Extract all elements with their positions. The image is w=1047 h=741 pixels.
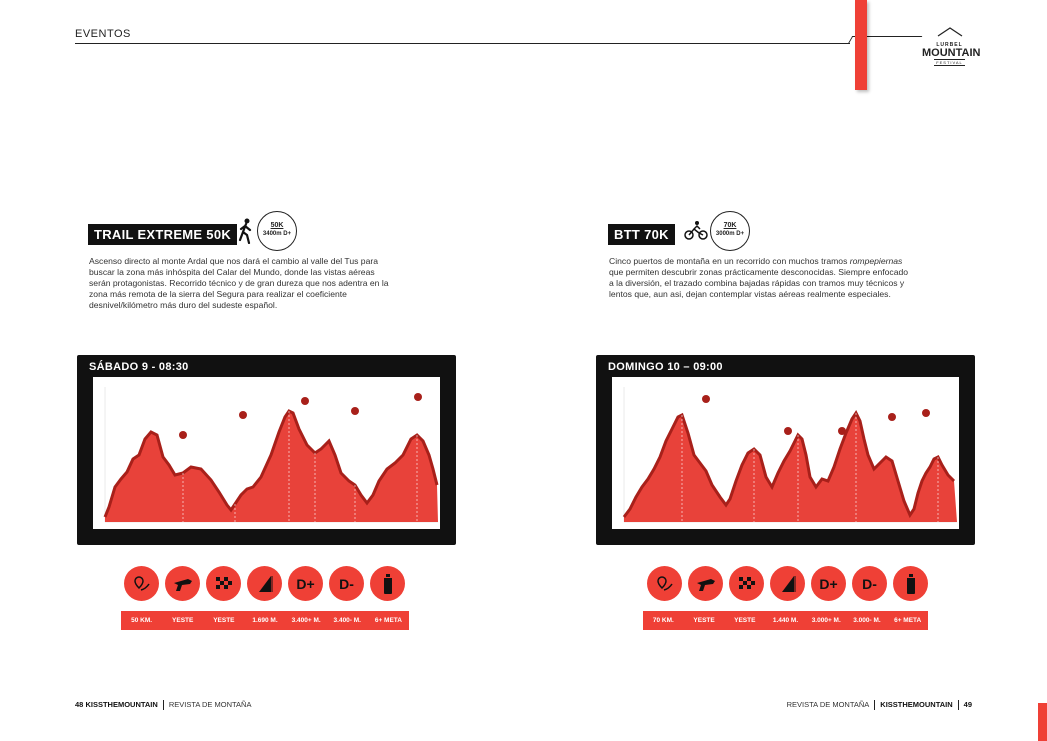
footer-left xyxy=(75,700,251,710)
badge-distance: 50K xyxy=(270,222,284,229)
footer-brand-right: KISSTHEMOUNTAIN xyxy=(880,700,953,709)
page-number-right: 49 xyxy=(963,700,972,709)
stat-loss: 3.400- M. xyxy=(333,617,361,624)
btt-stats-bar xyxy=(643,611,928,630)
header-rule xyxy=(75,43,850,44)
stat-distance: 50 KM. xyxy=(131,617,153,624)
finish-flag-icon xyxy=(729,566,764,601)
finish-flag-icon xyxy=(206,566,241,601)
mountain-logo-icon xyxy=(937,27,963,37)
stat-gain: 3.000+ M. xyxy=(811,617,841,624)
elevation-gain-icon: D+ xyxy=(811,566,846,601)
btt-description xyxy=(609,256,911,300)
footer-mag-right: REVISTA DE MONTAÑA xyxy=(786,700,870,709)
btt-desc-a: Cinco puertos de montaña en un recorrido con muchos tramos xyxy=(609,256,850,266)
water-bottle-icon xyxy=(370,566,405,601)
start-gun-icon xyxy=(165,566,200,601)
location-icon xyxy=(647,566,682,601)
btt-badge-elevation: 3000m D+ xyxy=(715,231,745,237)
cyclist-icon xyxy=(684,220,708,240)
trail-elevation-profile xyxy=(93,377,440,529)
logo-sub-text: FESTIVAL xyxy=(934,59,965,66)
btt-profile-title: DOMINGO 10 – 09:00 xyxy=(608,361,723,373)
trail-profile-card xyxy=(77,355,456,545)
footer-brand-left: KISSTHEMOUNTAIN xyxy=(85,700,158,709)
elevation-gain-icon: D+ xyxy=(288,566,323,601)
trail-profile-title: SÁBADO 9 - 08:30 xyxy=(89,361,189,373)
altitude-icon xyxy=(770,566,805,601)
logo-top-text: LURBEL xyxy=(936,42,963,48)
elevation-loss-icon: D- xyxy=(852,566,887,601)
footer-right xyxy=(787,700,972,710)
stat-gain: 3.400+ M. xyxy=(291,617,321,624)
badge-elevation: 3400m D+ xyxy=(262,231,292,237)
trail-description: Ascenso directo al monte Ardal que nos dará el cambio al valle del Tus para buscar la zona más inhóspita del Calar del Mundo, donde las vistas aéreas serán protagonistas. Recorrido técnico y de gran dureza que nos adentra en la zona más remota de la sierra del Segura para realizar el coeficiente desnivel/kilómetro más duro del sudeste español. xyxy=(89,256,389,310)
btt-elevation-profile xyxy=(612,377,959,529)
stat-aid: 6+ META xyxy=(894,617,922,624)
trail-title: TRAIL EXTREME 50K xyxy=(88,224,237,245)
btt-desc-em: rompepiernas xyxy=(849,256,903,266)
red-tab-top xyxy=(855,0,867,90)
runner-icon xyxy=(238,218,254,244)
water-bottle-icon xyxy=(893,566,928,601)
page-number-left: 48 xyxy=(75,700,84,709)
trail-icons-row xyxy=(124,566,405,601)
trail-stats-bar xyxy=(121,611,409,630)
btt-distance-badge xyxy=(710,211,750,251)
btt-icons-row xyxy=(647,566,928,601)
btt-title: BTT 70K xyxy=(608,224,675,245)
btt-badge-distance: 70K xyxy=(723,222,737,229)
stat-aid: 6+ META xyxy=(374,617,402,624)
logo-main-text: MOUNTAIN xyxy=(922,47,981,59)
elevation-loss-icon: D- xyxy=(329,566,364,601)
distance-badge xyxy=(257,211,297,251)
festival-logo xyxy=(922,24,981,66)
stat-altitude: 1.690 M. xyxy=(252,617,278,624)
footer-mag-left: REVISTA DE MONTAÑA xyxy=(168,700,252,709)
location-icon xyxy=(124,566,159,601)
btt-profile-card xyxy=(596,355,975,545)
stat-start: YESTE xyxy=(172,617,194,624)
section-label: EVENTOS xyxy=(75,28,131,40)
stat-finish: YESTE xyxy=(734,617,756,624)
altitude-icon xyxy=(247,566,282,601)
start-gun-icon xyxy=(688,566,723,601)
stat-distance: 70 KM. xyxy=(652,617,674,624)
stat-start: YESTE xyxy=(693,617,715,624)
red-tab-bottom xyxy=(1038,703,1047,741)
btt-desc-b: que permiten descubrir zonas prácticamente desconocidas. Siempre enfocado a la diversión, el trazado combina bajadas rápidas con tramos muy técnicos y lentos que, aun asi, dejan contemplar vistas aéreas realmente especiales. xyxy=(609,267,909,299)
stat-loss: 3.000- M. xyxy=(853,617,881,624)
stat-finish: YESTE xyxy=(213,617,235,624)
stat-altitude: 1.440 M. xyxy=(772,617,799,624)
